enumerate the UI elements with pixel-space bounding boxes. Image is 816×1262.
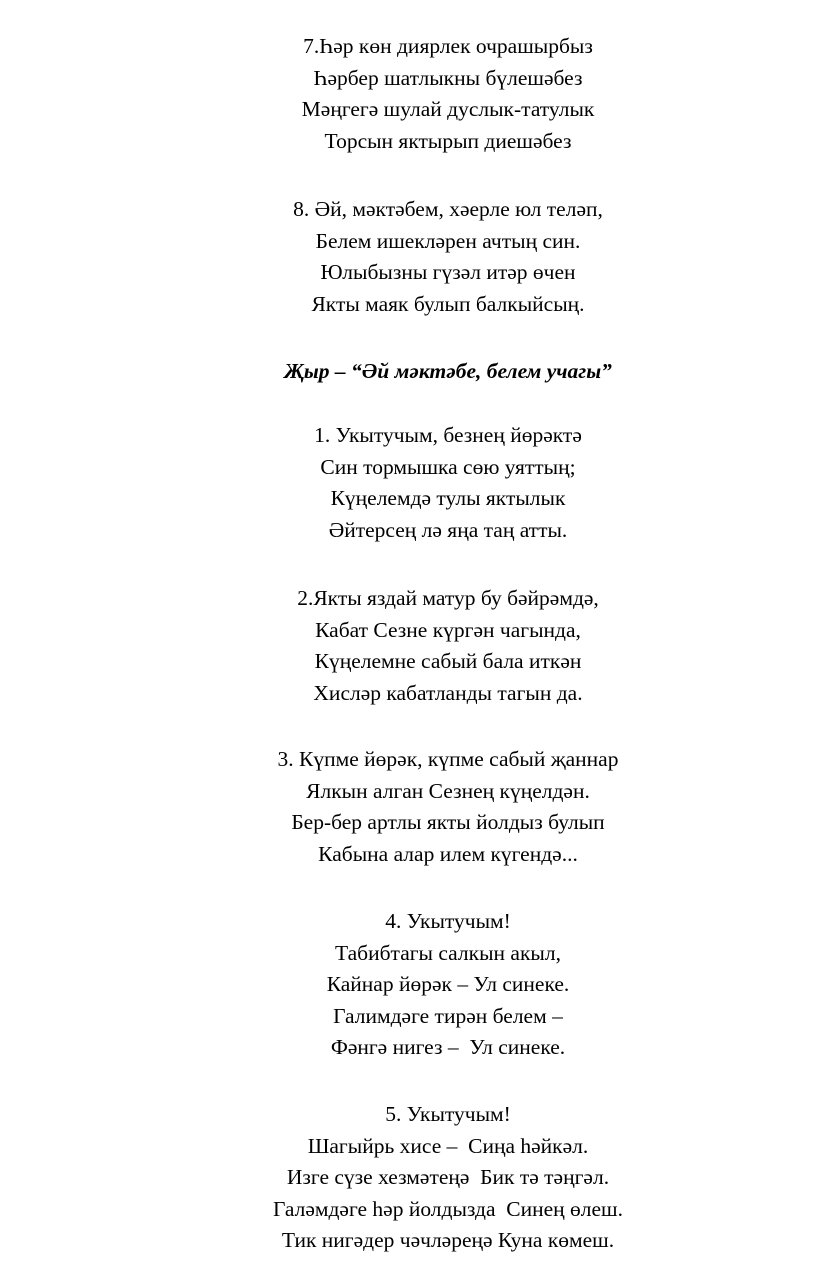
verse-line: Якты маяк булып балкыйсың. xyxy=(311,291,585,316)
verse-line: Табибтагы салкын акыл, xyxy=(335,940,561,965)
verse-line: Фәнгә нигез – Ул синеке. xyxy=(330,1035,566,1060)
song-stanza-3 xyxy=(0,744,816,870)
song-stanza-4 xyxy=(0,906,816,1064)
verse-line: 2.Якты яздай матур бу бәйрәмдә, xyxy=(297,586,599,610)
verse-line: Юлыбызны гүзәл итәр өчен xyxy=(320,260,576,285)
song-stanza-5 xyxy=(0,1099,816,1257)
verse-line: Галимдәге тирән белем – xyxy=(333,1003,563,1028)
verse-line: Тик нигәдер чәчләреңә Куна көмеш. xyxy=(281,1228,615,1253)
verse-line: Хисләр кабатланды тагын да. xyxy=(313,680,583,705)
verse-line: 5. Укытучым! xyxy=(385,1102,511,1126)
verse-line: Изге сүзе хезмәтеңә Бик тә тәңгәл. xyxy=(286,1165,610,1190)
stanza-7 xyxy=(0,31,816,157)
verse-line: 4. Укытучым! xyxy=(385,909,511,933)
song-stanza-1 xyxy=(0,420,816,546)
verse-line: Күңелемне сабый бала иткән xyxy=(314,649,582,674)
verse-line: Кабына алар илем күгендә... xyxy=(318,841,578,866)
verse-line: Кабат Сезне күргән чагында, xyxy=(315,617,581,642)
song-heading: Җыр – “Әй мәктәбе, белем учагы” xyxy=(284,359,612,383)
verse-line: Торсын яктырып диешәбез xyxy=(324,128,572,153)
song-stanza-2 xyxy=(0,583,816,709)
verse-line: Ялкын алган Сезнең күңелдән. xyxy=(306,778,590,803)
verse-line: Бер-бер артлы якты йолдыз булып xyxy=(291,810,605,835)
verse-line: Мәңгегә шулай дуслык-татулык xyxy=(301,97,595,122)
verse-line: Әйтерсең лә яңа таң атты. xyxy=(328,517,568,542)
verse-line: Шагыйрь хисе – Сиңа һәйкәл. xyxy=(307,1133,589,1158)
verse-line: 8. Әй, мәктәбем, хәерле юл теләп, xyxy=(293,197,603,221)
verse-line: 1. Укытучым, безнең йөрәктә xyxy=(314,423,582,447)
verse-line: Кайнар йөрәк – Ул синеке. xyxy=(326,972,570,997)
verse-line: 3. Күпме йөрәк, күпме сабый җаннар xyxy=(277,747,619,771)
verse-line: 7.Һәр көн диярлек очрашырбыз xyxy=(303,34,593,58)
verse-line: Галәмдәге һәр йолдызда Синең өлеш. xyxy=(272,1196,623,1221)
verse-line: Син тормышка сөю уяттың; xyxy=(320,454,576,479)
verse-line: Күңелемдә тулы яктылык xyxy=(330,486,566,511)
verse-line: Һәрбер шатлыкны бүлешәбез xyxy=(313,65,583,90)
stanza-8 xyxy=(0,194,816,320)
verse-line: Белем ишекләрен ачтың син. xyxy=(315,228,581,253)
